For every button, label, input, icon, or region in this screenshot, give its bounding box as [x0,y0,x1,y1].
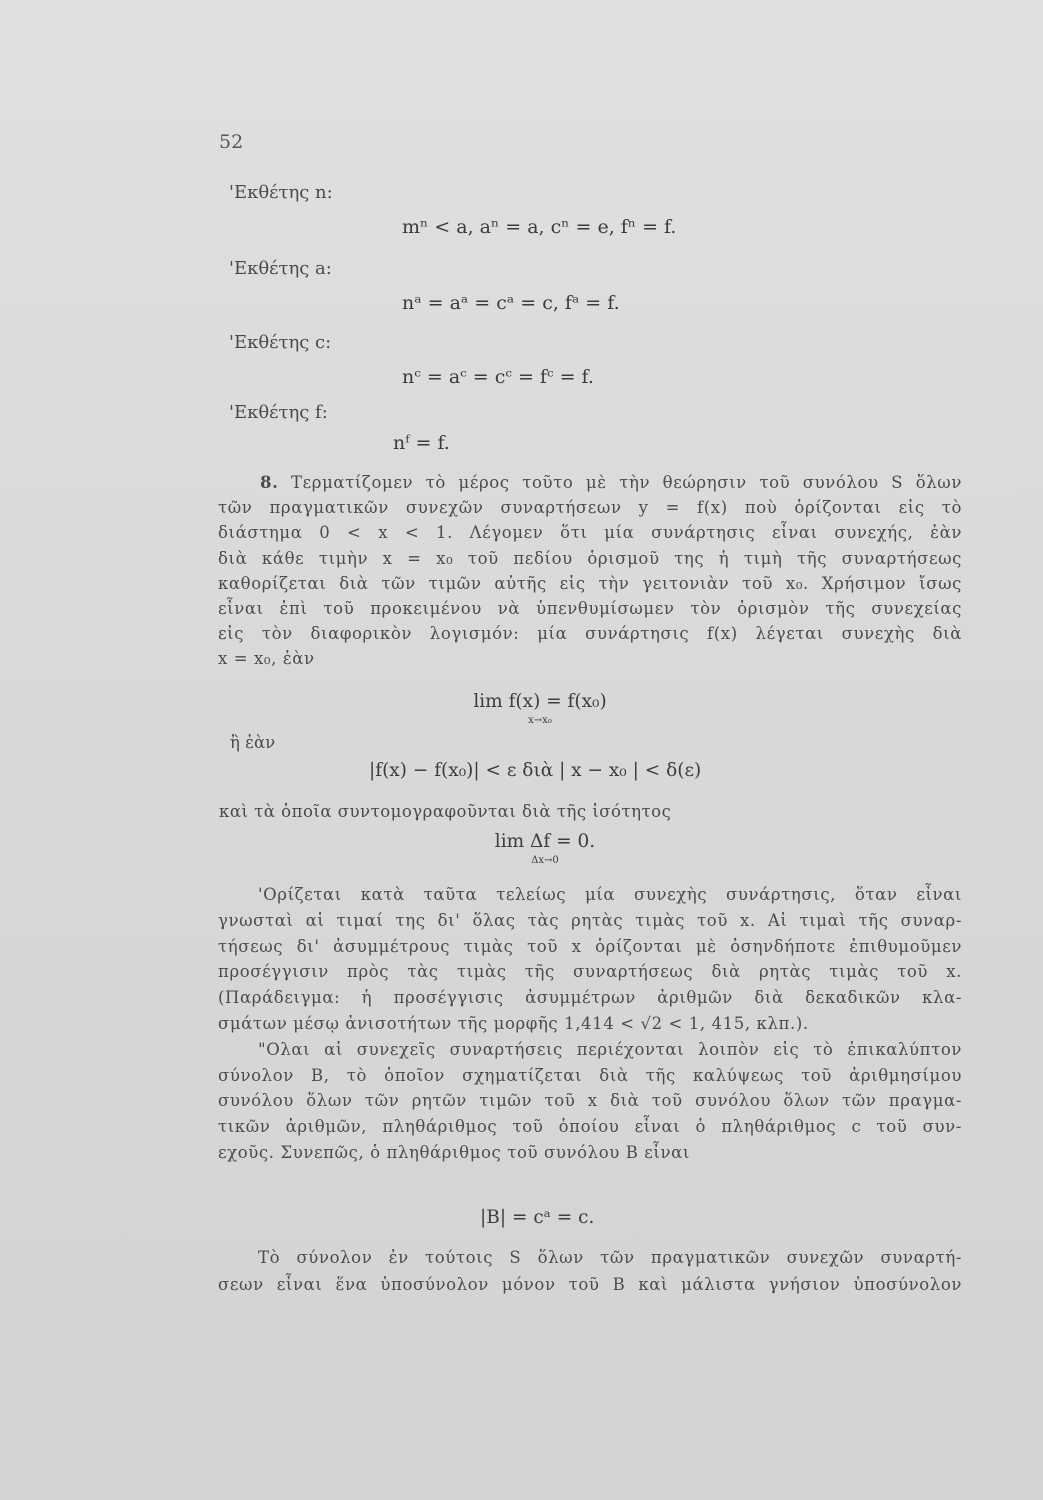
paragraph-line: καθορίζεται διὰ τῶν τιμῶν αὐτῆς εἰς τὴν γειτονιὰν τοῦ x₀. Χρήσιμον ἴσως [218,573,962,593]
paragraph-line: διὰ κάθε τιμὴν x = x₀ τοῦ πεδίου ὁρισμοῦ της ἡ τιμὴ τῆς συναρτήσεως [218,548,962,568]
limit-expression: lim f(x) = f(x₀) [473,691,607,712]
limit-subscript: x→x₀ [528,714,552,726]
limit-delta [435,833,655,866]
limit-definition [440,693,640,726]
exponent-formula-a: nᵃ = aᵃ = cᵃ = c, fᵃ = f. [402,292,620,314]
exponent-formula-f: nᶠ = f. [393,432,450,454]
paragraph-line: συνόλου ὅλων τῶν ρητῶν τιμῶν τοῦ x διὰ τοῦ συνόλου ὅλων τῶν πραγμα- [218,1091,962,1111]
paragraph-line: γνωσταὶ αἱ τιμαί της δι' ὅλας τὰς ρητὰς τιμὰς τοῦ x. Αἱ τιμαὶ τῆς συναρ- [218,910,962,930]
paragraph-line: σύνολον B, τὸ ὁποῖον σχηματίζεται διὰ τῆς καλύψεως τοῦ ἀριθμησίμου [218,1065,962,1085]
section-number: 8. [260,473,279,492]
paragraph-line: τῶν πραγματικῶν συνεχῶν συναρτήσεων y = f(x) ποὺ ὁρίζονται εἰς τὸ [218,498,962,518]
paragraph-line: εχοῦς. Συνεπῶς, ὁ πληθάριθμος τοῦ συνόλου B εἶναι [218,1142,690,1162]
cardinality-equation: |B| = cᵃ = c. [480,1207,595,1228]
paragraph-line: σμάτων μέσῳ ἀνισοτήτων τῆς μορφῆς 1,414 < √2 < 1, 415, κλπ.). [218,1013,809,1033]
paragraph-line: x = x₀, ἐὰν [218,649,315,669]
abbreviation-line: καὶ τὰ ὁποῖα συντομογραφοῦνται διὰ τῆς ἰσότητος [219,802,672,821]
paragraph-line: διάστημα 0 < x < 1. Λέγομεν ὅτι μία συνάρτησις εἶναι συνεχής, ἐὰν [218,523,962,543]
exponent-label-c: 'Εκθέτης c: [229,332,332,353]
or-if-text: ἢ ἐὰν [230,733,276,752]
paragraph-line: "Ολαι αἱ συνεχεῖς συναρτήσεις περιέχονται λοιπὸν εἰς τὸ ἐπικαλύπτον [258,1039,962,1059]
paragraph-line: 'Ορίζεται κατὰ ταῦτα τελείως μία συνεχὴς συνάρτησις, ὅταν εἶναι [258,885,962,904]
limit-delta-expression: lim Δf = 0. [494,831,596,852]
paragraph-line: σεων εἶναι ἕνα ὑποσύνολον μόνον τοῦ B καὶ μάλιστα γνήσιον ὑποσύνολον [218,1275,962,1294]
section-8-paragraph [218,470,962,672]
continuity-paragraph [218,882,962,1166]
subset-paragraph [218,1244,962,1298]
paragraph-line: Τερματίζομεν τὸ μέρος τοῦτο μὲ τὴν θεώρησιν τοῦ συνόλου S ὅλων [291,473,962,492]
paragraph-line: προσέγγισιν πρὸς τὰς τιμὰς τῆς συναρτήσεως διὰ ρητὰς τιμὰς τοῦ x. [218,962,962,982]
exponent-label-n: 'Εκθέτης n: [229,182,333,203]
exponent-label-f: 'Εκθέτης f: [229,402,328,423]
paragraph-line: (Παράδειγμα: ἡ προσέγγισις ἀσυμμέτρων ἀριθμῶν διὰ δεκαδικῶν κλα- [218,988,962,1008]
paragraph-line: Τὸ σύνολον ἐν τούτοις S ὅλων τῶν πραγματικῶν συνεχῶν συναρτή- [258,1248,962,1267]
paragraph-line: εἶναι ἐπὶ τοῦ προκειμένου νὰ ὑπενθυμίσωμεν τὸν ὁρισμὸν τῆς συνεχείας [218,599,962,619]
paragraph-line: τικῶν ἀριθμῶν, πληθάριθμος τοῦ ὁποίου εἶναι ὁ πληθάριθμος c τοῦ συν- [218,1117,962,1137]
page-number: 52 [219,131,244,153]
paragraph-line: τήσεως δι' ἀσυμμέτρους τιμὰς τοῦ x ὁρίζονται μὲ ὁσηνδήποτε ἐπιθυμοῦμεν [218,936,962,956]
paragraph-line: εἰς τὸν διαφορικὸν λογισμόν: μία συνάρτησις f(x) λέγεται συνεχὴς διὰ [218,624,962,644]
exponent-formula-n: mⁿ < a, aⁿ = a, cⁿ = e, fⁿ = f. [402,216,677,238]
epsilon-delta-inequality: |f(x) − f(x₀)| < ε διὰ | x − x₀ | < δ(ε) [369,760,702,781]
exponent-formula-c: nᶜ = aᶜ = cᶜ = fᶜ = f. [402,366,594,388]
exponent-label-a: 'Εκθέτης a: [229,258,332,279]
limit-delta-subscript: Δx→0 [531,854,559,866]
